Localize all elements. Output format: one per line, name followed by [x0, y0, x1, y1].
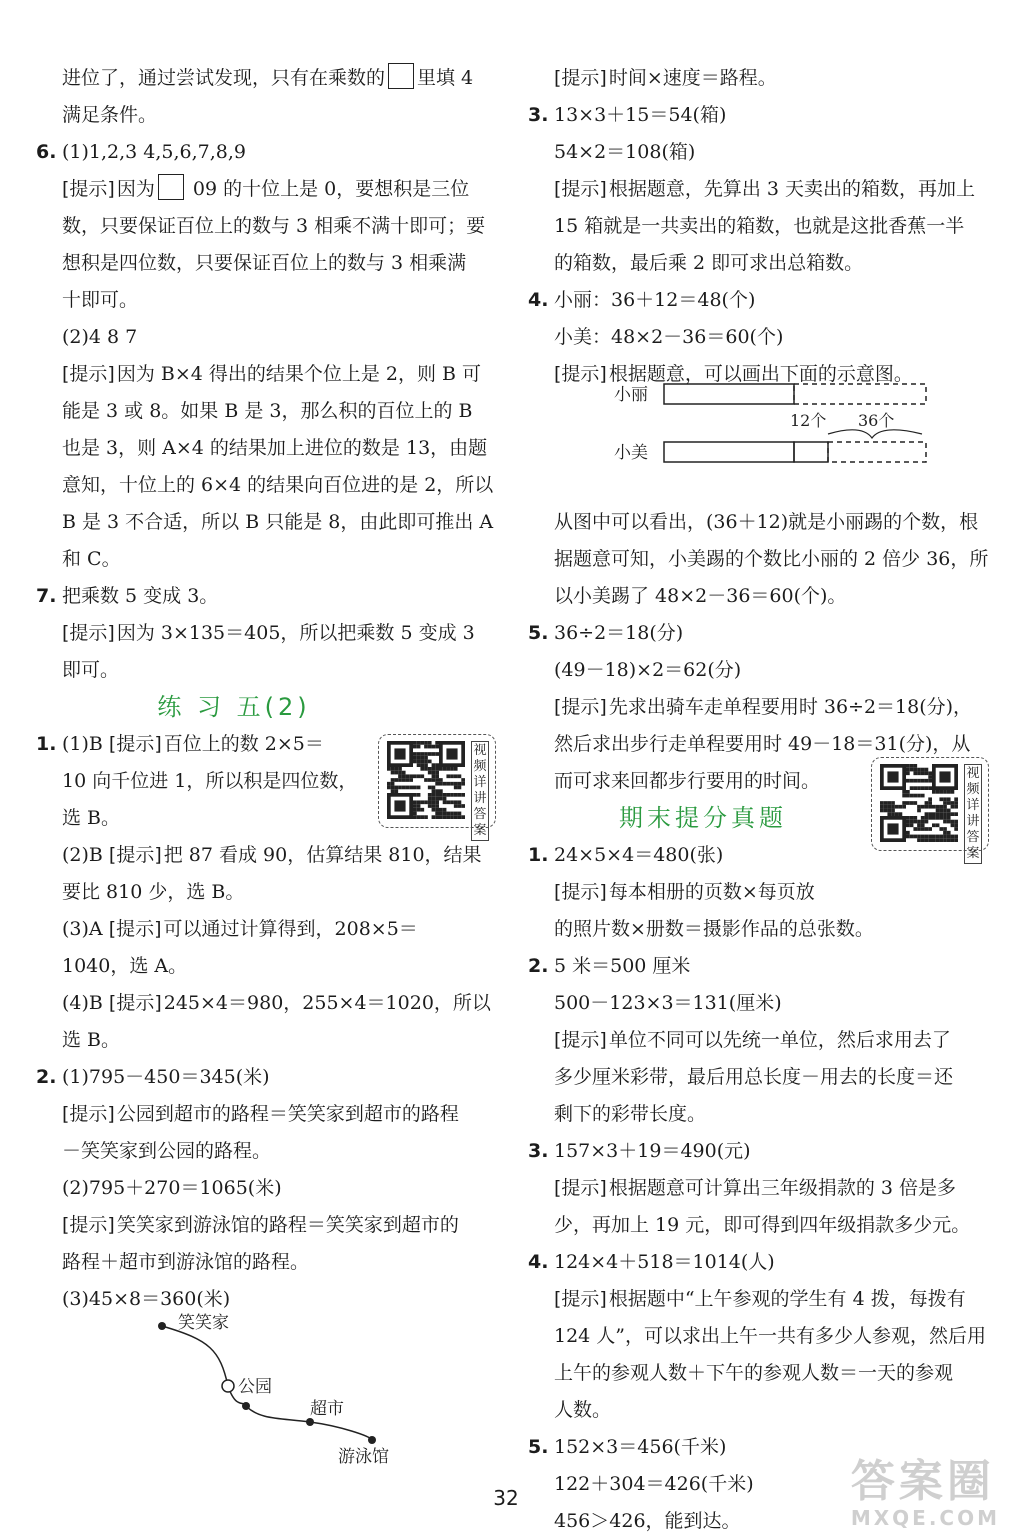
brace-36	[828, 430, 922, 438]
line-text: 小美：48×2－36＝60(个)	[554, 326, 784, 348]
hint-tag: [提示]	[108, 733, 162, 755]
line-text: 124×4＋518＝1014(人)	[554, 1251, 775, 1273]
text-line	[36, 911, 502, 948]
text-line	[528, 578, 998, 615]
line-text: 根据题中“上午参观的学生有 4 拨，每拨有	[608, 1288, 966, 1310]
qr-code-icon	[880, 764, 958, 842]
text-line	[528, 1392, 998, 1429]
line-text: 157×3＋19＝490(元)	[554, 1140, 751, 1162]
hint-line	[528, 1170, 998, 1207]
seg-label-12: 12个	[790, 411, 827, 430]
line-text-cont: 百位上的数 2×5＝	[163, 733, 324, 755]
section-title	[36, 689, 502, 726]
question-number: 6.	[36, 141, 57, 163]
hint-tag: [提示]	[62, 1103, 115, 1125]
line-text: 然后求出步行走单程要用时 49－18＝31(分)，从	[554, 733, 971, 755]
text-line	[528, 1207, 998, 1244]
left-column	[36, 60, 502, 1318]
text-line	[528, 504, 998, 541]
question-line	[528, 615, 998, 652]
line-text: 时间×速度＝路程。	[608, 67, 777, 89]
qr-code-final[interactable]	[871, 757, 989, 861]
hint-tag: [提示]	[554, 67, 607, 89]
line-text: 即可。	[62, 659, 120, 681]
text-line	[36, 282, 502, 319]
figure-spacer	[528, 467, 998, 504]
line-text: －笑笑家到公园的路程。	[62, 1140, 272, 1162]
line-text: (49－18)×2＝62(分)	[554, 659, 742, 681]
line-text: 54×2＝108(箱)	[554, 141, 696, 163]
bar-xiaoli-dashed	[794, 384, 926, 404]
hint-tag: [提示]	[554, 696, 607, 718]
line-text: (1)795－450＝345(米)	[62, 1066, 270, 1088]
text-line	[36, 60, 502, 97]
question-line	[36, 1059, 502, 1096]
hint-tag: [提示]	[62, 622, 115, 644]
hint-line	[36, 1207, 502, 1244]
bar-xiaomei-solid	[664, 442, 794, 462]
market-dot	[306, 1418, 314, 1426]
hint-tag: [提示]	[62, 1214, 115, 1236]
line-text: 和 C。	[62, 548, 121, 570]
text-line	[36, 393, 502, 430]
line-text: 5 米＝500 厘米	[554, 955, 691, 977]
hint-tag: [提示]	[108, 844, 162, 866]
hint-tag: [提示]	[554, 1177, 607, 1199]
qr-label: 视频详讲答案	[964, 764, 982, 864]
text-line	[36, 245, 502, 282]
line-text: 122＋304＝426(千米)	[554, 1473, 754, 1495]
hint-line	[528, 874, 998, 911]
question-line	[36, 134, 502, 171]
watermark	[851, 1458, 1000, 1530]
hint-tag: [提示]	[554, 1029, 607, 1051]
section-title-text: 练 习 五(2)	[157, 693, 311, 721]
text-line	[36, 1022, 502, 1059]
text-line	[528, 1318, 998, 1355]
text-line	[36, 504, 502, 541]
line-text: 多少厘米彩带，最后用总长度－用去的长度＝还	[554, 1066, 954, 1088]
line-text: 36÷2＝18(分)	[554, 622, 684, 644]
section-title-text: 期末提分真题	[619, 804, 787, 832]
question-number: 7.	[36, 585, 57, 607]
bar-label-xiaomei: 小美	[614, 443, 648, 463]
line-text: (2)795＋270＝1065(米)	[62, 1177, 282, 1199]
watermark-text: 答案圈	[850, 1456, 995, 1507]
text-line	[528, 1059, 998, 1096]
text-line	[36, 1170, 502, 1207]
line-text: 24×5×4＝480(张)	[554, 844, 724, 866]
question-line	[528, 1133, 998, 1170]
line-text: (2)B	[62, 844, 109, 866]
hint-line	[528, 689, 998, 726]
line-text: (1)B	[62, 733, 109, 755]
line-text: 选 B。	[62, 807, 121, 829]
line-text: 以小美踢了 48×2－36＝60(个)。	[554, 585, 847, 607]
line-text-cont: 可以通过计算得到，208×5＝	[163, 918, 418, 940]
line-text: 根据题意，可以画出下面的示意图。	[608, 363, 913, 385]
line-text: 10 向千位进 1，所以积是四位数，	[62, 770, 358, 792]
line-text-cont: 把 87 看成 90，估算结果 810，结果	[163, 844, 482, 866]
line-text: 满足条件。	[62, 104, 158, 126]
line-text: 124 人”，可以求出上午一共有多少人参观，然后用	[554, 1325, 987, 1347]
text-line	[528, 541, 998, 578]
line-text: 1040，选 A。	[62, 955, 188, 977]
question-line	[36, 578, 502, 615]
line-text: 想积是四位数，只要保证百位上的数与 3 相乘满	[62, 252, 467, 274]
line-text-cont: 里填 4	[417, 67, 474, 89]
hint-line	[36, 615, 502, 652]
line-text: 意知，十位上的 6×4 的结果向百位进的是 2，所以	[62, 474, 494, 496]
question-number: 3.	[528, 1140, 549, 1162]
text-line	[36, 541, 502, 578]
text-line	[36, 652, 502, 689]
line-text: 每本相册的页数×每页放	[608, 881, 815, 903]
line-text: 十即可。	[62, 289, 139, 311]
line-text: 少，再加上 19 元，即可得到四年级捐款多少元。	[554, 1214, 971, 1236]
question-number: 1.	[528, 844, 549, 866]
hint-tag: [提示]	[554, 178, 607, 200]
hint-line	[36, 356, 502, 393]
question-line	[528, 97, 998, 134]
text-line	[528, 1355, 998, 1392]
hint-tag: [提示]	[62, 178, 115, 200]
line-text: 进位了，通过尝试发现，只有在乘数的	[62, 67, 386, 89]
hint-line	[528, 1281, 998, 1318]
text-line	[528, 985, 998, 1022]
park-label: 公园	[238, 1377, 272, 1397]
text-line	[36, 1133, 502, 1170]
hint-tag: [提示]	[554, 881, 607, 903]
park-marker	[222, 1380, 234, 1392]
line-text: 15 箱就是一共卖出的箱数，也就是这批香蕉一半	[554, 215, 965, 237]
pool-label: 游泳馆	[338, 1447, 389, 1467]
blank-box	[158, 174, 184, 200]
line-text: 456＞426，能到达。	[554, 1510, 741, 1532]
line-text: 500－123×3＝131(厘米)	[554, 992, 782, 1014]
question-number: 3.	[528, 104, 549, 126]
text-line	[36, 837, 502, 874]
hint-tag: [提示]	[554, 363, 607, 385]
line-text: 单位不同可以先统一单位，然后求用去了	[608, 1029, 951, 1051]
line-text: (2)4 8 7	[62, 326, 138, 348]
question-number: 4.	[528, 289, 549, 311]
line-text: 因为 3×135＝405，所以把乘数 5 变成 3	[116, 622, 475, 644]
line-text: 从图中可以看出，(36＋12)就是小丽踢的个数，根	[554, 511, 979, 533]
text-line	[528, 208, 998, 245]
text-line	[36, 319, 502, 356]
text-line	[528, 319, 998, 356]
bar-diagram	[610, 368, 940, 470]
line-text: 小丽：36＋12＝48(个)	[554, 289, 756, 311]
line-text: 根据题意，先算出 3 天卖出的箱数，再加上	[608, 178, 975, 200]
hint-line	[528, 1022, 998, 1059]
text-line	[528, 911, 998, 948]
pool-dot	[368, 1436, 376, 1444]
line-text: 13×3＋15＝54(箱)	[554, 104, 727, 126]
question-line	[528, 282, 998, 319]
text-line	[36, 1244, 502, 1281]
line-text: 152×3＝456(千米)	[554, 1436, 727, 1458]
line-text: 因为	[116, 178, 155, 200]
market-label: 超市	[310, 1399, 344, 1419]
line-text: 剩下的彩带长度。	[554, 1103, 707, 1125]
qr-code-practice[interactable]	[378, 734, 496, 838]
text-line	[528, 134, 998, 171]
line-text: 而可求来回都步行要用的时间。	[554, 770, 821, 792]
question-line	[528, 948, 998, 985]
line-text: B 是 3 不合适，所以 B 只能是 8，由此即可推出 A	[62, 511, 494, 533]
line-text: 据题意可知，小美踢的个数比小丽的 2 倍少 36，所	[554, 548, 989, 570]
text-line	[36, 97, 502, 134]
line-text: (3)45×8＝360(米)	[62, 1288, 231, 1310]
text-line	[36, 874, 502, 911]
question-line	[528, 1244, 998, 1281]
bar-xiaomei-dashed	[828, 442, 926, 462]
text-line	[36, 208, 502, 245]
line-text: 要比 810 少，选 B。	[62, 881, 245, 903]
text-line	[528, 1096, 998, 1133]
line-text: 先求出骑车走单程要用时 36÷2＝18(分)，	[608, 696, 973, 718]
hint-line	[528, 60, 998, 97]
line-text: 选 B。	[62, 1029, 121, 1051]
hint-line	[36, 171, 502, 208]
seg-label-36: 36个	[858, 411, 895, 430]
line-text: 也是 3，则 A×4 的结果加上进位的数是 13，由题	[62, 437, 488, 459]
line-text: 公园到超市的路程＝笑笑家到超市的路程	[116, 1103, 459, 1125]
line-text-cont: 09 的十位上是 0，要想积是三位	[186, 178, 470, 200]
line-text: (3)A	[62, 918, 109, 940]
home-label: 笑笑家	[178, 1313, 229, 1333]
hint-tag: [提示]	[108, 992, 162, 1014]
line-text: 的箱数，最后乘 2 即可求出总箱数。	[554, 252, 864, 274]
watermark-url: MXQE.COM	[850, 1506, 1000, 1530]
bar-label-xiaoli: 小丽	[614, 385, 648, 405]
hint-line	[36, 1096, 502, 1133]
hint-tag: [提示]	[62, 363, 115, 385]
text-line	[36, 985, 502, 1022]
qr-label: 视频详讲答案	[471, 741, 489, 841]
question-number: 5.	[528, 622, 549, 644]
line-text: (1)1,2,3 4,5,6,7,8,9	[62, 141, 247, 163]
park-dot	[242, 1402, 250, 1410]
question-number: 2.	[36, 1066, 57, 1088]
line-text: 笑笑家到游泳馆的路程＝笑笑家到超市的	[116, 1214, 459, 1236]
line-text-cont: 245×4＝980，255×4＝1020，所以	[163, 992, 491, 1014]
hint-tag: [提示]	[108, 918, 162, 940]
text-line	[528, 652, 998, 689]
line-text: 因为 B×4 得出的结果个位上是 2，则 B 可	[116, 363, 482, 385]
question-number: 4.	[528, 1251, 549, 1273]
page-number: 32	[493, 1486, 519, 1510]
question-number: 2.	[528, 955, 549, 977]
qr-code-icon	[387, 741, 465, 819]
bar-xiaomei-12	[794, 442, 828, 462]
text-line	[36, 948, 502, 985]
question-number: 1.	[36, 733, 57, 755]
line-text: 路程＋超市到游泳馆的路程。	[62, 1251, 310, 1273]
line-text: 人数。	[554, 1399, 612, 1421]
line-text: 能是 3 或 8。如果 B 是 3，那么积的百位上的 B	[62, 400, 473, 422]
text-line	[528, 245, 998, 282]
route-map	[140, 1300, 430, 1480]
hint-tag: [提示]	[554, 1288, 607, 1310]
blank-box	[388, 63, 414, 89]
line-text: 把乘数 5 变成 3。	[62, 585, 219, 607]
line-text: (4)B	[62, 992, 109, 1014]
bar-xiaoli-solid	[664, 384, 794, 404]
line-text: 根据题意可计算出三年级捐款的 3 倍是多	[608, 1177, 956, 1199]
line-text: 数，只要保证百位上的数与 3 相乘不满十即可；要	[62, 215, 486, 237]
text-line	[36, 430, 502, 467]
home-dot	[158, 1322, 166, 1330]
line-text: 上午的参观人数＋下午的参观人数＝一天的参观	[554, 1362, 954, 1384]
question-number: 5.	[528, 1436, 549, 1458]
hint-line	[528, 171, 998, 208]
text-line	[36, 467, 502, 504]
line-text: 的照片数×册数＝摄影作品的总张数。	[554, 918, 874, 940]
